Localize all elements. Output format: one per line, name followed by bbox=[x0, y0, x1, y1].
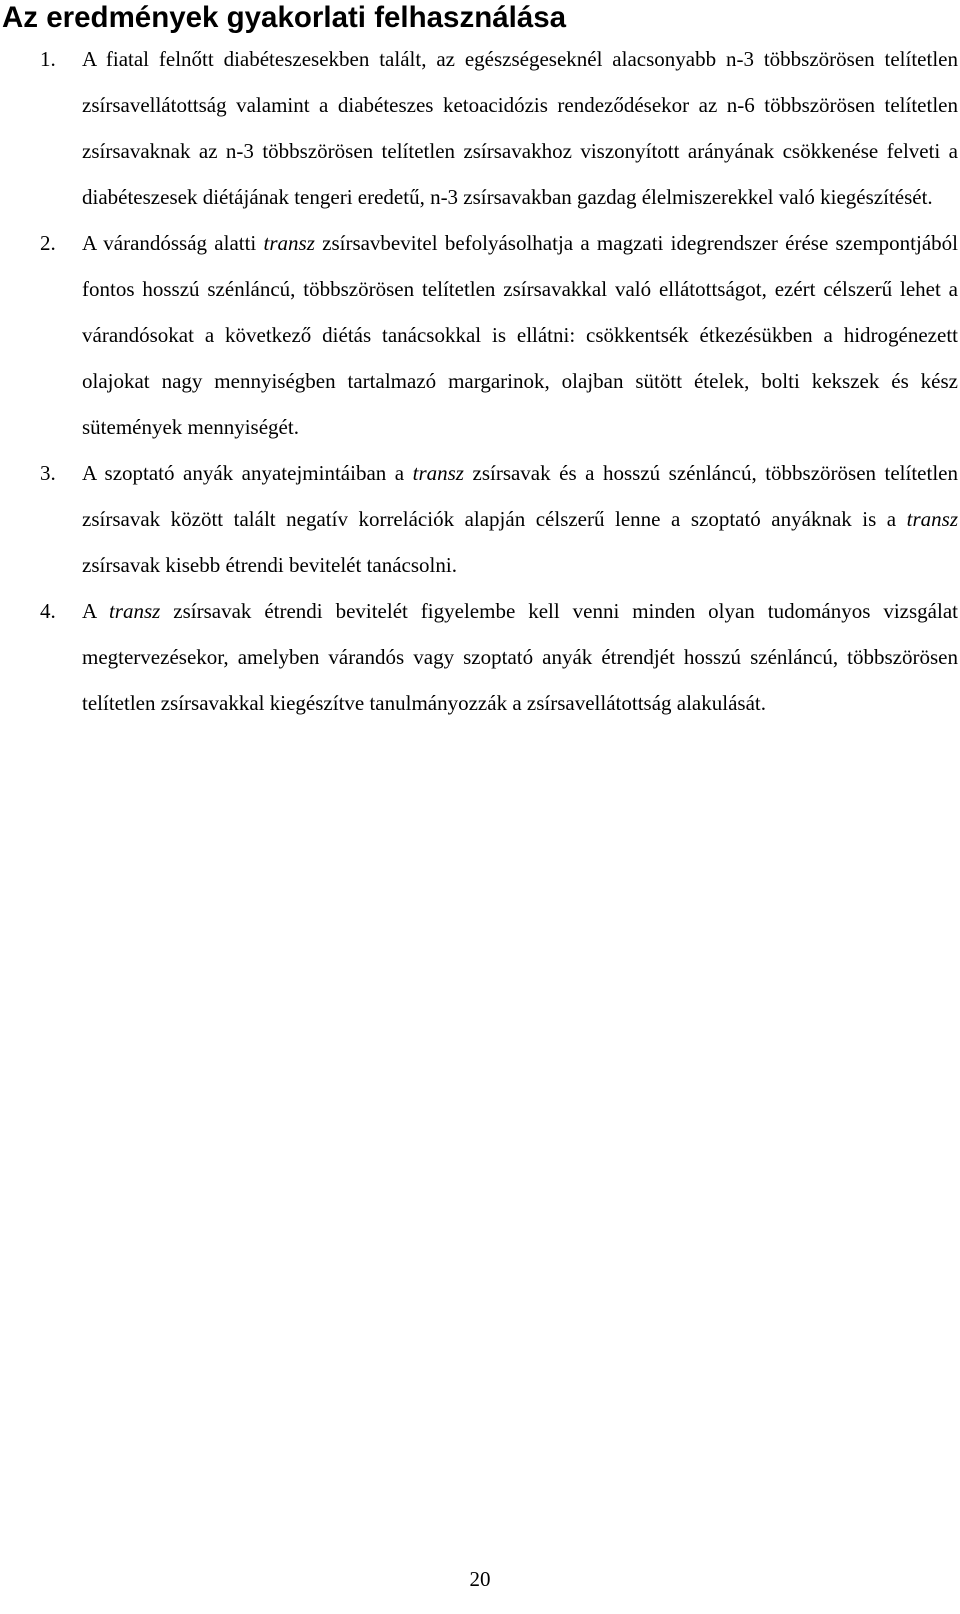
list-item-number: 2. bbox=[40, 231, 56, 255]
list-item-3 bbox=[40, 450, 958, 588]
list-item-text: zsírsavak kisebb étrendi bevitelét tanácsolni. bbox=[82, 553, 457, 577]
practical-use-list bbox=[40, 36, 960, 726]
list-item-text: zsírsavbevitel befolyásolhatja a magzati idegrendszer érése szempontjából fontos hosszú szénláncú, többszörösen telítetlen zsírsavakkal való ellátottságot, ezért célszerű lehet a várandósokat a következő diétás tanácsokkal is ellátni: csökkentsék étkezésükben a hidrogénezett olajokat nagy mennyiségben tartalmazó margarinok, olajban sütött ételek, bolti kekszek és kész sütemények mennyiségét. bbox=[82, 231, 958, 439]
list-item-text: A várandósság alatti bbox=[82, 231, 264, 255]
section-heading: Az eredmények gyakorlati felhasználása bbox=[2, 1, 567, 34]
italic-term: transz bbox=[906, 507, 958, 531]
list-item-text: zsírsavak étrendi bevitelét figyelembe kell venni minden olyan tudományos vizsgálat megtervezésekor, amelyben várandós vagy szoptató anyák étrendjét hosszú szénláncú, többszörösen telítetlen zsírsavakkal kiegészítve tanulmányozzák a zsírsavellátottság alakulását. bbox=[82, 599, 958, 715]
italic-term: transz bbox=[108, 599, 161, 623]
italic-term: transz bbox=[412, 461, 464, 485]
list-item-4 bbox=[40, 588, 958, 726]
list-item-text: zsírsavak és a hosszú szénláncú, többszörösen telítetlen zsírsavak között talált negatív korrelációk alapján célszerű lenne a szoptató anyáknak is a bbox=[82, 461, 958, 531]
italic-term: transz bbox=[263, 231, 315, 255]
list-item-number: 1. bbox=[40, 47, 56, 71]
list-item-2 bbox=[40, 220, 958, 450]
list-item-text: A fiatal felnőtt diabéteszesekben talált, az egészségeseknél alacsonyabb n-3 többszörösen telítetlen zsírsavellátottság valamint a diabéteszes ketoacidózis rendeződésekor az n-6 többszörösen telítetlen zsírsavaknak az n-3 többszörösen telítetlen zsírsavakhoz viszonyított arányának csökkenése felveti a diabéteszesek diétájának tengeri eredetű, n-3 zsírsavakban gazdag élelmiszerekkel való kiegészítését. bbox=[82, 47, 958, 209]
page-number: 20 bbox=[469, 1567, 491, 1591]
list-item-number: 4. bbox=[40, 599, 56, 623]
list-item-text: A szoptató anyák anyatejmintáiban a bbox=[82, 461, 413, 485]
list-item-number: 3. bbox=[40, 461, 56, 485]
list-item-1 bbox=[40, 36, 958, 220]
list-item-text: A bbox=[82, 599, 109, 623]
